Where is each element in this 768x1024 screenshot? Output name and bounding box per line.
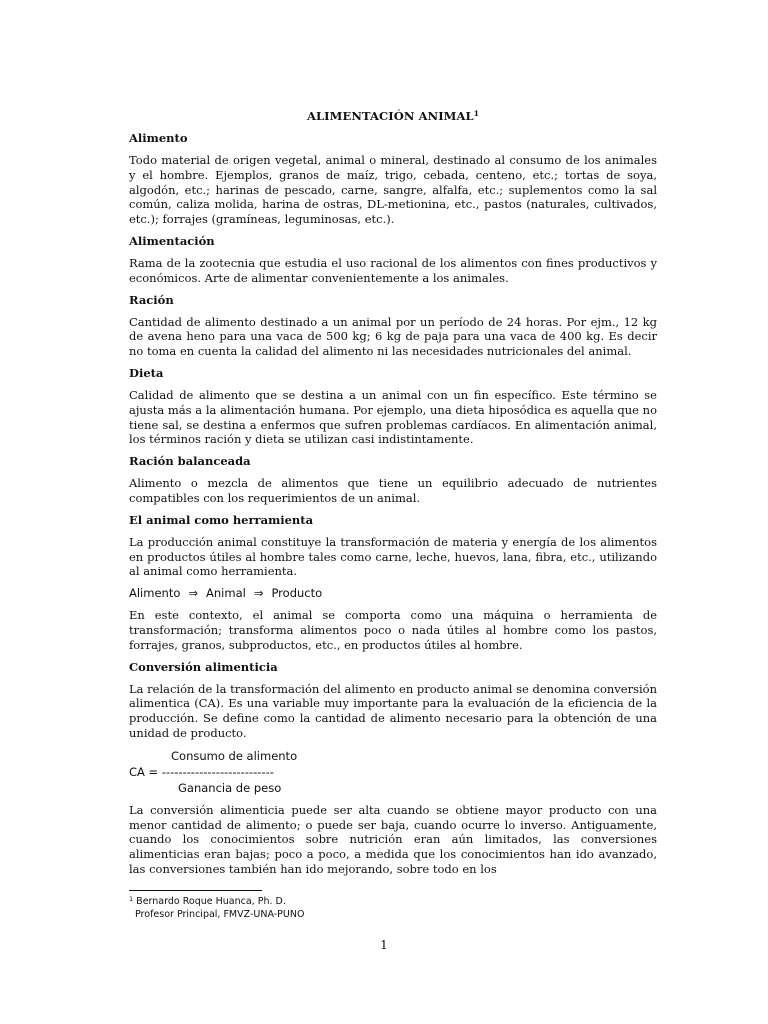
paragraph-dieta: Calidad de alimento que se destina a un animal con un fin específico. Este término se ajusta más a la alimentación humana. Por ejemplo, una dieta hiposódica es aquella que no tiene sal, se destina a enfermos que sufren problemas cardíacos. En alimentación animal, los términos ración y dieta se utilizan casi indistintamente. xyxy=(129,387,657,447)
heading-herramienta: El animal como herramienta xyxy=(129,512,314,527)
title-footnote-mark: 1 xyxy=(473,109,480,118)
formula-denominator: Ganancia de peso xyxy=(178,780,282,795)
document-title xyxy=(129,108,657,124)
conversion-formula xyxy=(129,748,657,796)
flow-item-alimento: Alimento xyxy=(129,586,181,601)
paragraph-conversion-1: La relación de la transformación del alimento en producto animal se denomina conversión alimentica (CA). Es una variable muy importante para la evaluación de la eficiencia de la producción. Se define como la cantidad de alimento necesario para la obtención de una unidad de producto. xyxy=(129,681,657,740)
paragraph-racion-balanceada: Alimento o mezcla de alimentos que tiene un equilibrio adecuado de nutrientes compatibles con los requerimientos de un animal. xyxy=(129,476,657,505)
footnote-affiliation: Profesor Principal, FMVZ-UNA-PUNO xyxy=(135,909,305,920)
heading-alimentacion: Alimentación xyxy=(129,233,215,248)
title-text: ALIMENTACIÓN ANIMAL xyxy=(306,109,474,123)
paragraph-conversion-2: La conversión alimenticia puede ser alta cuando se obtiene mayor producto con una menor cantidad de alimento; o puede ser baja, cuando ocurre lo inverso. Antiguamente, cuando los conocimientos sobre nutrición eran aún limitados, las conversiones alimenticias eran bajas; poco a poco, a medida que los conocimientos han ido avanzado, las conversiones también han ido mejorando, sobre todo en los xyxy=(129,802,657,876)
flow-item-producto: Producto xyxy=(271,586,323,601)
footnote xyxy=(129,895,529,921)
footnote-author: Bernardo Roque Huanca, Ph. D. xyxy=(136,896,286,907)
formula-fraction-line: CA = --------------------------- xyxy=(129,764,274,779)
page-number: 1 xyxy=(380,938,388,952)
heading-alimento: Alimento xyxy=(129,131,188,145)
footnote-separator xyxy=(129,890,262,891)
paragraph-herramienta-1: La producción animal constituye la transformación de materia y energía de los alimentos en productos útiles al hombre tales como carne, leche, huevos, lana, fibra, etc., utilizando al animal como herramienta. xyxy=(129,534,657,579)
formula-numerator: Consumo de alimento xyxy=(171,748,298,763)
paragraph-alimento: Todo material de origen vegetal, animal o mineral, destinado al consumo de los animales y el hombre. Ejemplos, granos de maíz, trigo, cebada, centeno, etc.; tortas de soya, algodón, etc.; harinas de pescado, carne, sangre, alfalfa, etc.; suplementos como la sal común, caliza molida, harina de ostras, DL-metionina, etc., pastos (naturales, cultivados, etc.); forrajes (gramíneas, leguminosas, etc.). xyxy=(129,153,657,227)
flow-item-animal: Animal xyxy=(206,586,246,601)
heading-conversion: Conversión alimenticia xyxy=(129,659,278,674)
footnote-mark: 1 xyxy=(129,895,134,903)
paragraph-racion: Cantidad de alimento destinado a un animal por un período de 24 horas. Por ejm., 12 kg de avena heno para una vaca de 500 kg; 6 kg de paja para una vaca de 400 kg. Es decir no toma en cuenta la calidad del alimento ni las necesidades nutricionales del animal. xyxy=(129,314,657,359)
paragraph-alimentacion: Rama de la zootecnia que estudia el uso racional de los alimentos con fines productivos y económicos. Arte de alimentar convenientemente a los animales. xyxy=(129,255,657,285)
heading-racion: Ración xyxy=(129,292,174,307)
heading-dieta: Dieta xyxy=(129,365,164,380)
document-body xyxy=(129,108,657,884)
flow-arrow-icon: ⇒ xyxy=(188,586,199,601)
flow-arrow-icon: ⇒ xyxy=(253,586,264,601)
heading-racion-balanceada: Ración balanceada xyxy=(129,454,251,469)
paragraph-herramienta-2: En este contexto, el animal se comporta como una máquina o herramienta de transformación; transforma alimentos poco o nada útiles al hombre como los pastos, forrajes, granos, subproductos, etc., en productos útiles al hombre. xyxy=(129,608,657,652)
transformation-flow xyxy=(129,586,657,601)
